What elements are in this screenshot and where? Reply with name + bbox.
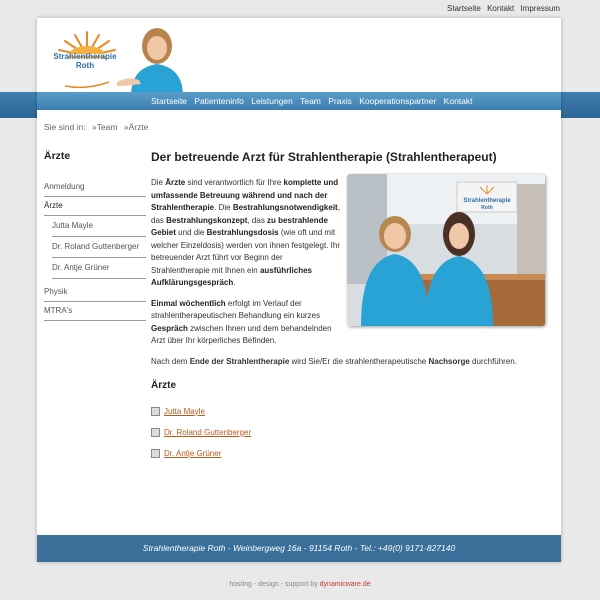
bold-text: komplette und umfassende Betreuung während und nach der Strahlentherapie: [151, 178, 339, 212]
body-text: wird Sie/Er die strahlentherapeutische: [289, 356, 429, 366]
body-text: erfolgt im Verlauf der strahlentherapeutischen Behandlung ein kurzes: [151, 298, 321, 320]
breadcrumb-prefix: Sie sind in:: [44, 122, 86, 132]
bold-text: ausführliches Aufklärungsgespräch: [151, 265, 312, 287]
header-person-image: [117, 24, 195, 96]
body-text: , das: [151, 203, 340, 225]
sidebar-item-roland-guttenberger[interactable]: Dr. Roland Guttenberger: [52, 237, 146, 258]
nav-kooperationspartner[interactable]: Kooperationspartner: [359, 96, 437, 106]
sidebar-item-physik[interactable]: Physik: [44, 283, 146, 302]
team-photo: [347, 174, 545, 326]
body-text: .: [233, 278, 236, 287]
breadcrumb-team[interactable]: »Team: [91, 122, 118, 132]
paragraph-intro: [151, 177, 341, 290]
photo-sign-line1: Strahlentherapie: [463, 198, 511, 204]
footer: Strahlentherapie Roth - Weinbergweg 16a - 91154 Roth - Tel.: +49(0) 9171-827140: [37, 535, 561, 562]
paragraph-aftercare: [151, 356, 551, 368]
breadcrumb: [44, 122, 148, 132]
top-nav-impressum[interactable]: Impressum: [520, 4, 560, 13]
sidebar-title: Ärzte: [44, 150, 71, 162]
bold-text: Einmal wöchentlich: [151, 298, 226, 308]
page-title: Der betreuende Arzt für Strahlentherapie (Strahlentherapeut): [151, 150, 497, 164]
credit-line: [0, 581, 600, 588]
nav-team[interactable]: Team: [300, 96, 321, 106]
body-text: zwischen Ihnen und dem behandelnden Arzt über Ihr körperliches Befinden.: [151, 323, 332, 345]
body-text: durchführen.: [469, 356, 517, 366]
body-text: und die: [175, 228, 207, 237]
paragraph-weekly: [151, 298, 341, 348]
body-text: Nach dem: [151, 356, 190, 366]
doctor-link-row: [151, 428, 551, 437]
body-text: (wie oft und mit welcher Einzeldosis) werden von ihnen festgelegt. Ihr betreuender Arzt führt vor Beginn der Strahlentherapie mit Ihnen ein: [151, 228, 340, 275]
bold-text: Nachsorge: [428, 356, 470, 366]
bold-text: Ärzte: [165, 178, 186, 187]
doctor-link-row: [151, 449, 551, 458]
sidebar: [44, 150, 146, 321]
main-content: [151, 150, 551, 470]
doctors-heading: Ärzte: [151, 379, 177, 391]
nav-patienteninfo[interactable]: Patienteninfo: [194, 96, 244, 106]
photo-sign-line2: Roth: [481, 205, 493, 211]
body-text: sind verantwortlich für Ihre: [185, 178, 284, 187]
header: [37, 18, 561, 96]
nav-startseite[interactable]: Startseite: [151, 96, 187, 106]
top-nav-kontakt[interactable]: Kontakt: [487, 4, 515, 13]
bold-text: Bestrahlungskonzept: [166, 215, 248, 225]
sidebar-item-jutta-mayle[interactable]: Jutta Mayle: [52, 216, 146, 237]
bold-text: Ende der Strahlentherapie: [189, 356, 290, 366]
doctor-image-icon: [151, 428, 160, 437]
sidebar-subnav: [44, 216, 146, 279]
breadcrumb-aerzte[interactable]: »Ärzte: [123, 122, 149, 132]
top-nav: [443, 4, 560, 13]
bold-text: Bestrahlungsdosis: [206, 228, 279, 237]
doctor-link-antje-gruener[interactable]: Dr. Antje Grüner: [164, 448, 222, 458]
bold-text: zu bestrahlende Gebiet: [151, 215, 328, 237]
doctor-image-icon: [151, 449, 160, 458]
credit-brand-link[interactable]: dynamicware.de: [319, 581, 371, 588]
nav-kontakt[interactable]: Kontakt: [443, 96, 473, 106]
bold-text: Bestrahlungsnotwendigkeit: [232, 203, 338, 212]
main-nav: [37, 92, 561, 110]
nav-praxis[interactable]: Praxis: [328, 96, 352, 106]
logo-line1: Strahlentherapie: [53, 52, 117, 61]
doctor-link-row: [151, 407, 551, 416]
logo-line2: Roth: [75, 61, 95, 70]
logo-text: [50, 52, 120, 70]
sidebar-item-anmeldung[interactable]: Anmeldung: [44, 178, 146, 197]
sidebar-item-aerzte[interactable]: Ärzte: [44, 197, 146, 216]
team-photo-illustration: [347, 174, 545, 326]
credit-text: hosting - design - support by: [229, 581, 320, 588]
sidebar-item-antje-gruener[interactable]: Dr. Antje Grüner: [52, 258, 146, 279]
doctor-link-jutta-mayle[interactable]: Jutta Mayle: [164, 406, 205, 416]
body-text: . Die: [214, 203, 233, 212]
top-nav-startseite[interactable]: Startseite: [447, 4, 481, 13]
body-text: Die: [151, 178, 166, 187]
body-text: , das: [247, 215, 268, 225]
doctor-link-roland-guttenberger[interactable]: Dr. Roland Guttenberger: [164, 427, 252, 437]
sidebar-item-mtras[interactable]: MTRA's: [44, 302, 146, 321]
doctor-image-icon: [151, 407, 160, 416]
nav-leistungen[interactable]: Leistungen: [251, 96, 293, 106]
bold-text: Gespräch: [151, 323, 188, 333]
